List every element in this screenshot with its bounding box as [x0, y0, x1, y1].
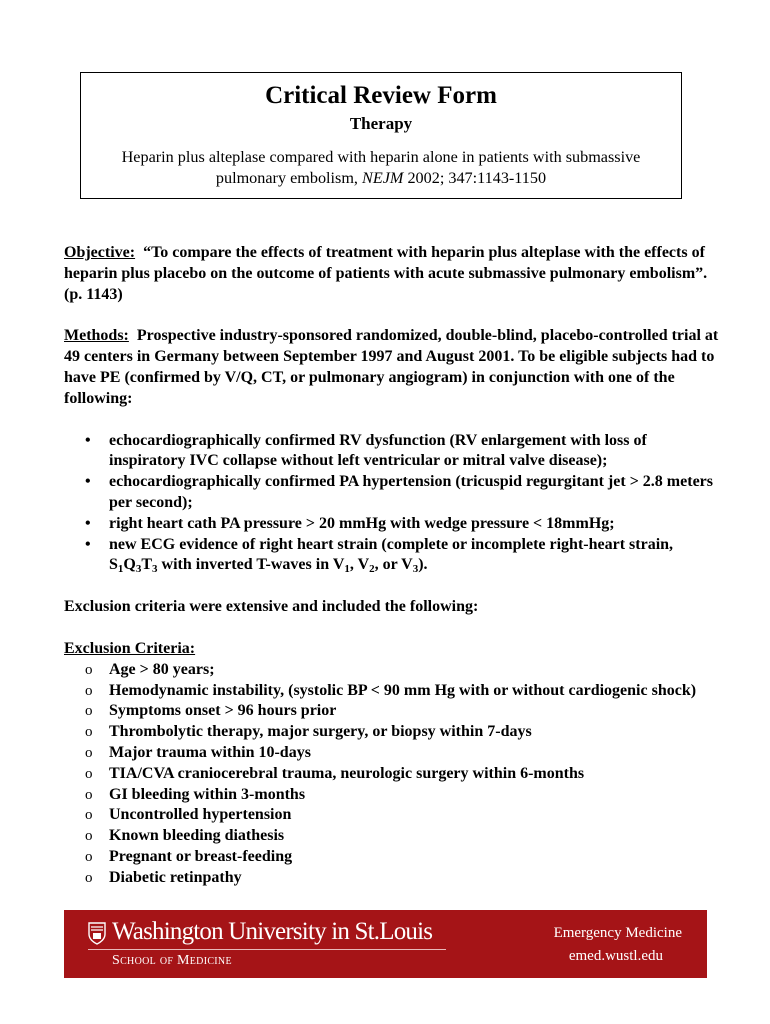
bullet-marker: •	[85, 514, 91, 532]
exclusion-label: Exclusion Criteria:	[64, 639, 196, 657]
bullet-marker: •	[85, 535, 91, 553]
university-shield-icon	[88, 922, 106, 945]
divider	[88, 949, 446, 950]
list-item: • echocardiographically confirmed PA hypertension (tricuspid regurgitant jet > 2.8 meters per second);	[85, 473, 713, 511]
citation-line2-post: 2002; 347:1143-1150	[403, 169, 547, 187]
bullet-marker: •	[85, 431, 91, 449]
circle-marker: o	[85, 848, 93, 865]
methods-text: Prospective industry-sponsored randomized, double-blind, placebo-controlled trial at 49 centers in Germany between September 1997 and August 2001. To be eligible subjects had to have PE (confirmed by V/Q, CT, or pulmonary angiogram) in conjunction with one of the following:	[64, 327, 719, 407]
list-item: o Symptoms onset > 96 hours prior	[64, 701, 724, 722]
list-item: o Hemodynamic instability, (systolic BP < 90 mm Hg with or without cardiogenic shock)	[64, 681, 724, 702]
circle-marker: o	[85, 744, 93, 761]
list-item: o Known bleeding diathesis	[64, 826, 724, 847]
footer-banner	[64, 910, 707, 978]
circle-marker: o	[85, 828, 93, 845]
list-item: o Age > 80 years;	[64, 660, 724, 681]
circle-marker: o	[85, 786, 93, 803]
circle-marker: o	[85, 869, 93, 886]
list-item: o GI bleeding within 3-months	[64, 785, 724, 806]
university-name: Washington University in St.Louis	[112, 918, 433, 945]
citation-line2-pre: pulmonary embolism,	[215, 169, 363, 187]
document-body	[64, 243, 724, 889]
school-name: School of Medicine	[112, 953, 232, 968]
list-item: o Pregnant or breast-feeding	[64, 847, 724, 868]
circle-marker: o	[85, 724, 93, 741]
list-item: o Uncontrolled hypertension	[64, 805, 724, 826]
list-item: o Major trauma within 10-days	[64, 743, 724, 764]
form-title: Critical Review Form	[265, 82, 497, 109]
circle-marker: o	[85, 682, 93, 699]
list-item: • echocardiographically confirmed RV dysfunction (RV enlargement with loss of inspiratory IVC collapse without left ventricular or mitral valve disease);	[85, 431, 647, 470]
title-box	[80, 72, 682, 199]
list-item: • right heart cath PA pressure > 20 mmHg with wedge pressure < 18mmHg;	[64, 514, 724, 535]
circle-marker: o	[85, 661, 93, 678]
exclusion-list	[64, 660, 724, 889]
objective-paragraph	[64, 243, 724, 305]
list-item: • new ECG evidence of right heart strain (complete or incomplete right-heart strain, $S_1Q_3T_3$ with inverted T-waves in $V_1$, $V_2$, or $V_3$).	[85, 535, 674, 576]
citation-journal: NEJM	[362, 169, 404, 187]
article-citation	[81, 147, 681, 189]
list-item: o TIA/CVA craniocerebral trauma, neurologic surgery within 6-months	[64, 764, 724, 785]
methods-paragraph	[64, 326, 724, 409]
eligibility-list	[64, 431, 724, 577]
circle-marker: o	[85, 765, 93, 782]
circle-marker: o	[85, 703, 93, 720]
exclusion-intro: Exclusion criteria were extensive and included the following:	[64, 598, 479, 616]
citation-line1: Heparin plus alteplase compared with heparin alone in patients with submassive	[121, 148, 641, 166]
methods-label: Methods:	[64, 327, 129, 345]
form-subtitle: Therapy	[349, 114, 413, 133]
department-name: Emergency Medicine	[553, 925, 682, 941]
list-item: o Thrombolytic therapy, major surgery, or biopsy within 7-days	[64, 722, 724, 743]
department-url[interactable]: emed.wustl.edu	[568, 948, 663, 964]
circle-marker: o	[85, 807, 93, 824]
list-item: o Diabetic retinpathy	[64, 868, 724, 889]
objective-label: Objective:	[64, 244, 136, 261]
bullet-marker: •	[85, 473, 91, 491]
objective-text: “To compare the effects of treatment with heparin plus alteplase with the effects of heparin plus placebo on the outcome of patients with acute submassive pulmonary embolism”. (p. 1143)	[64, 244, 708, 303]
